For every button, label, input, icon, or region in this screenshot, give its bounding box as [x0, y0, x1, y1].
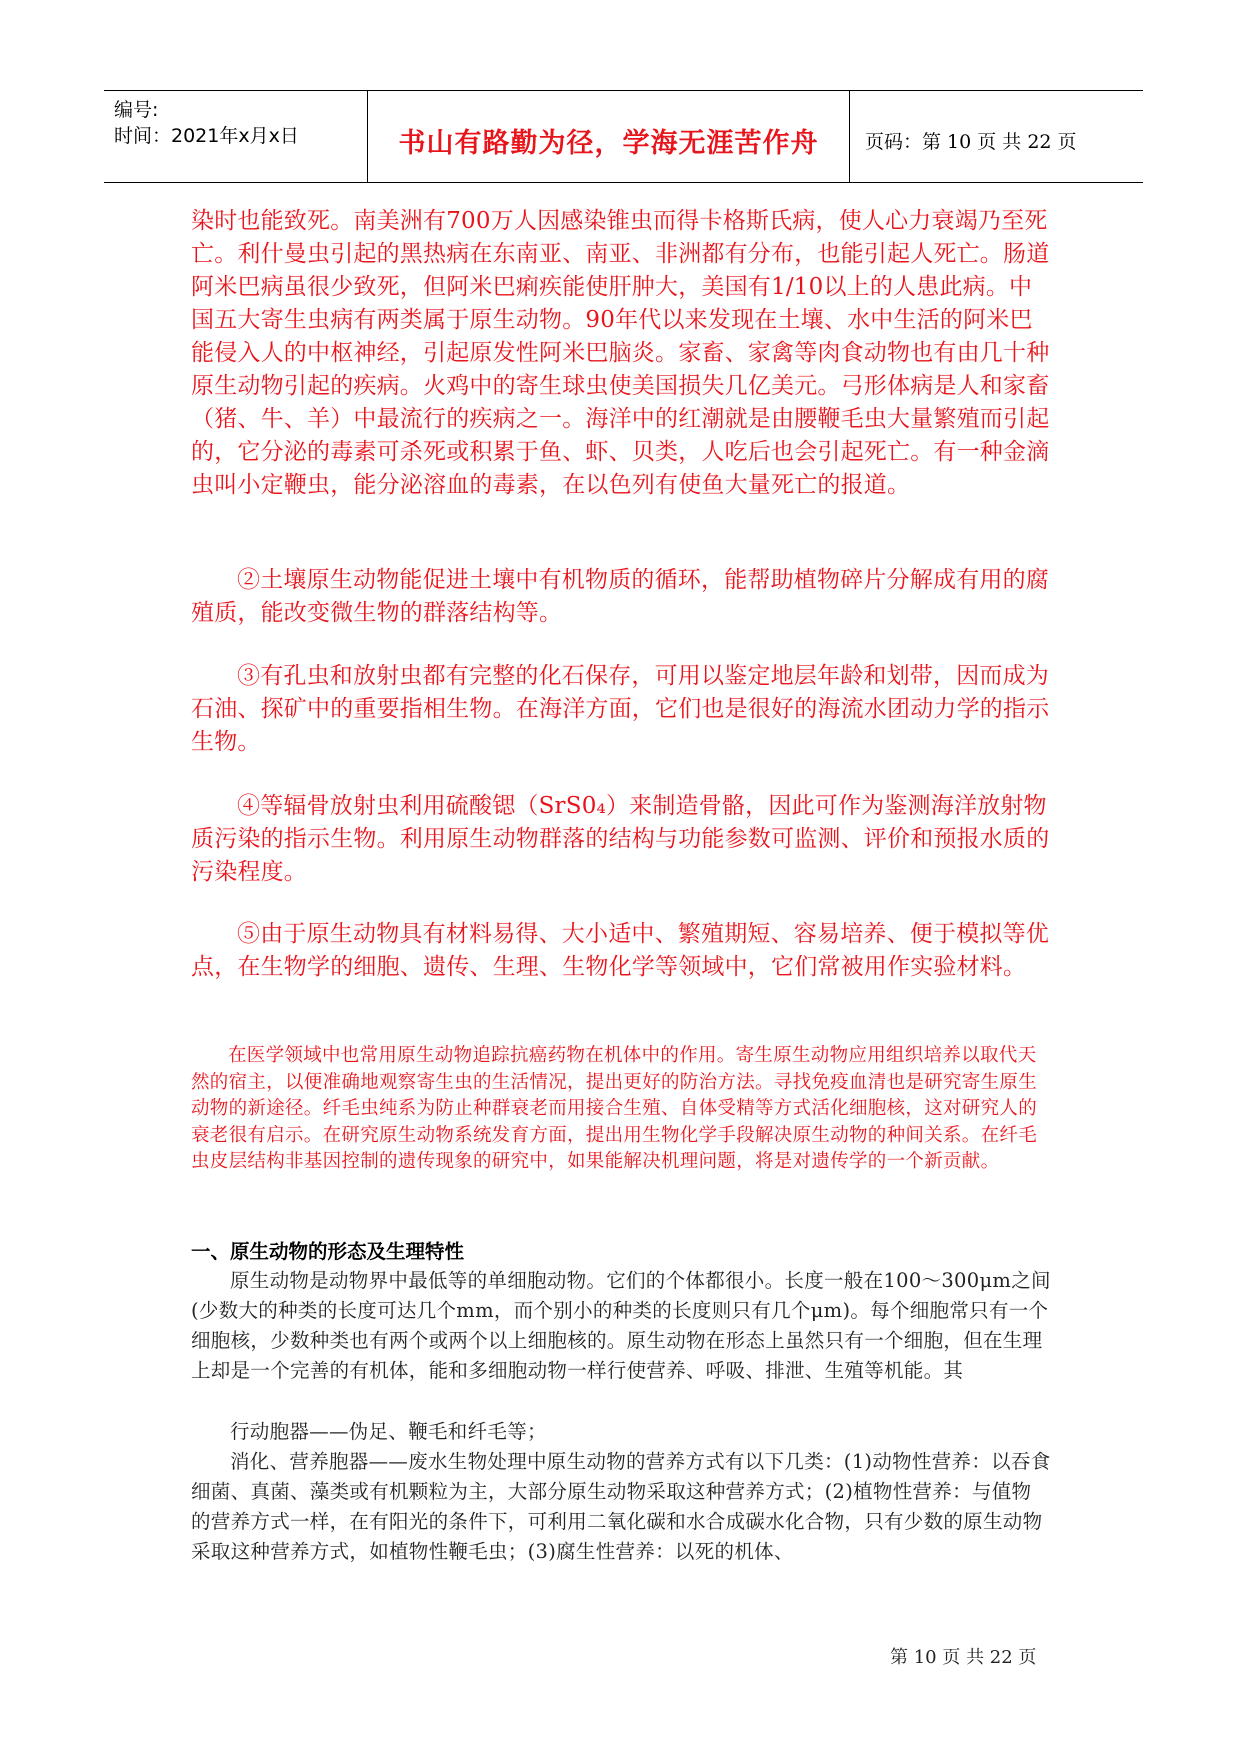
header-page-number: 页码：第 10 页 共 22 页	[865, 131, 1077, 153]
paragraph-soil: ②土壤原生动物能促进土壤中有机物质的循环，能帮助植物碎片分解成有用的腐殖质，能改变微生物的群落结构等。	[191, 567, 1049, 626]
paragraph-nutrition: 消化、营养胞器——废水生物处理中原生动物的营养方式有以下几类：(1)动物性营养：以吞食细菌、真菌、藻类或有机颗粒为主，大部分原生动物采取这种营养方式；(2)植物性营养：与值物的营养方式一样，在有阳光的条件下，可利用二氧化碳和水合成碳水化合物，只有少数的原生动物采取这种营养方式，如植物性鞭毛虫；(3)腐生性营养：以死的机体、	[191, 1450, 1051, 1563]
paragraph-radiolaria: ④等辐骨放射虫利用硫酸锶（SrS0₄）来制造骨骼，因此可作为鉴测海洋放射物质污染的指示生物。利用原生动物群落的结构与功能参数可监测、评价和预报水质的污染程度。	[191, 793, 1050, 885]
paragraph-fossil: ③有孔虫和放射虫都有完整的化石保存，可用以鉴定地层年龄和划带，因而成为石油、探矿中的重要指相生物。在海洋方面，它们也是很好的海流水团动力学的指示生物。	[191, 663, 1050, 755]
header-motto: 书山有路勤为径，学海无涯苦作舟	[398, 128, 819, 159]
header-left-cell	[104, 91, 368, 182]
header-right-cell	[850, 91, 1143, 182]
paragraph-experiment: ⑤由于原生动物具有材料易得、大小适中、繁殖期短、容易培养、便于模拟等优点，在生物学的细胞、遗传、生理、生物化学等领域中，它们常被用作实验材料。	[191, 921, 1049, 980]
document-time-label: 时间：2021年x月x日	[114, 125, 299, 147]
header-center-cell	[368, 91, 850, 182]
document-number-label: 编号:	[114, 99, 159, 121]
page-header	[104, 90, 1143, 183]
paragraph-morphology: 原生动物是动物界中最低等的单细胞动物。它们的个体都很小。长度一般在100～300μm之间(少数大的种类的长度可达几个mm，而个别小的种类的长度则只有几个μm)。每个细胞常只有一个细胞核，少数种类也有两个或两个以上细胞核的。原生动物在形态上虽然只有一个细胞，但在生理上却是一个完善的有机体，能和多细胞动物一样行使营养、呼吸、排泄、生殖等机能。其	[191, 1269, 1051, 1382]
paragraph-locomotion: 行动胞器——伪足、鞭毛和纤毛等；	[230, 1420, 547, 1443]
paragraph-disease: 染时也能致死。南美洲有700万人因感染锥虫而得卡格斯氏病，使人心力衰竭乃至死亡。利什曼虫引起的黑热病在东南亚、南亚、非洲都有分布，也能引起人死亡。肠道阿米巴病虽很少致死，但阿米巴痢疾能使肝肿大，美国有1/10以上的人患此病。中国五大寄生虫病有两类属于原生动物。90年代以来发现在土壤、水中生活的阿米巴能侵入人的中枢神经，引起原发性阿米巴脑炎。家畜、家禽等肉食动物也有由几十种原生动物引起的疾病。火鸡中的寄生球虫使美国损失几亿美元。弓形体病是人和家畜（猪、牛、羊）中最流行的疾病之一。海洋中的红潮就是由腰鞭毛虫大量繁殖而引起的，它分泌的毒素可杀死或积累于鱼、虾、贝类，人吃后也会引起死亡。有一种金滴虫叫小定鞭虫，能分泌溶血的毒素，在以色列有使鱼大量死亡的报道。	[191, 208, 1050, 498]
page-footer: 第 10 页 共 22 页	[890, 1647, 1037, 1668]
section-heading: 一、原生动物的形态及生理特性	[191, 1240, 465, 1263]
paragraph-medicine: 在医学领域中也常用原生动物追踪抗癌药物在机体中的作用。寄生原生动物应用组织培养以取代天然的宿主，以便准确地观察寄生虫的生活情况，提出更好的防治方法。寻找免疫血清也是研究寄生原生动物的新途径。纤毛虫纯系为防止种群衰老而用接合生殖、自体受精等方式活化细胞核，这对研究人的衰老很有启示。在研究原生动物系统发育方面，提出用生物化学手段解决原生动物的种间关系。在纤毛虫皮层结构非基因控制的遗传现象的研究中，如果能解决机理问题，将是对遗传学的一个新贡献。	[191, 1045, 1038, 1172]
